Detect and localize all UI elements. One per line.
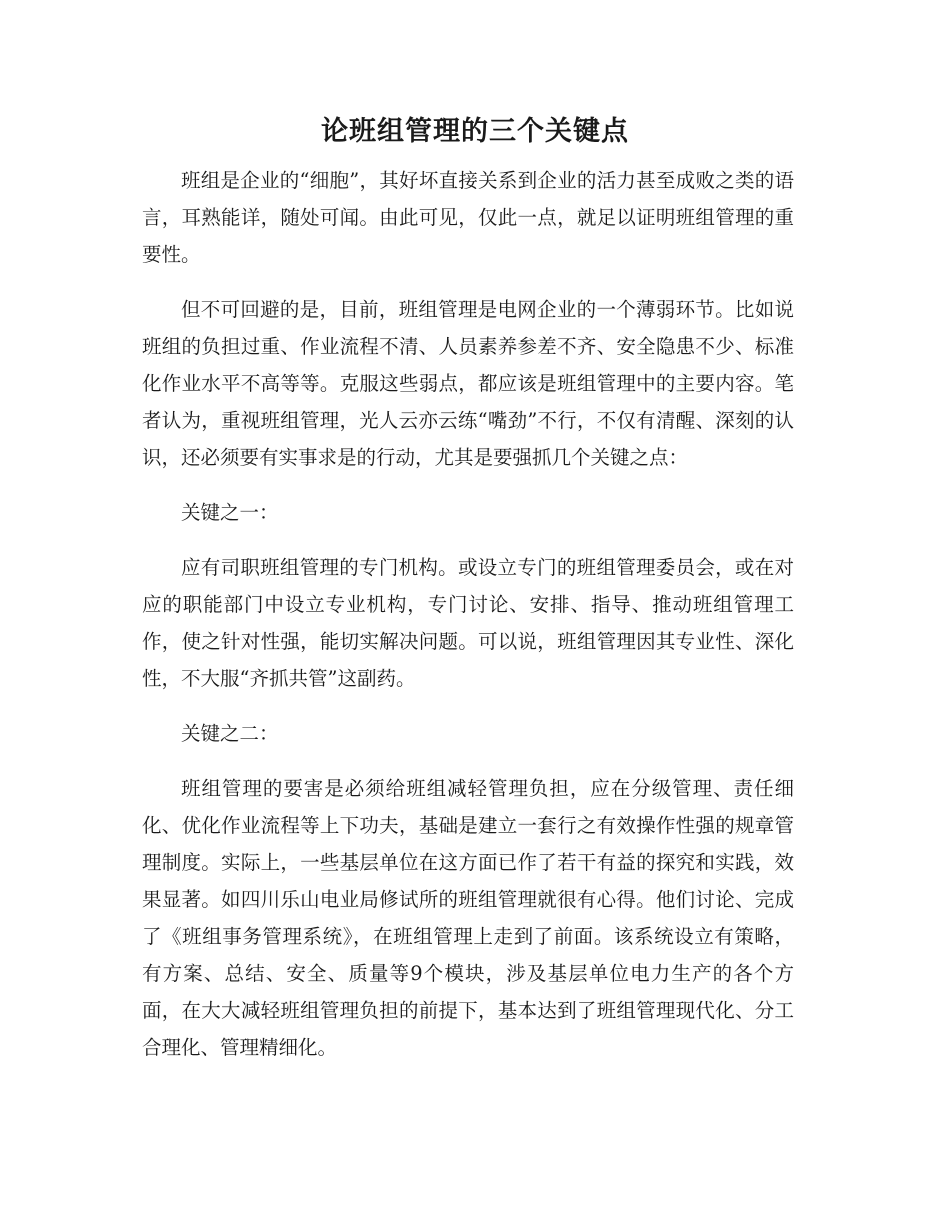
paragraph-intro: 班组是企业的“细胞”，其好坏直接关系到企业的活力甚至成败之类的语言，耳熟能详，随处可闻。由此可见，仅此一点，就足以证明班组管理的重要性。 [142,169,794,266]
paragraph-key-one: 应有司职班组管理的专门机构。或设立专门的班组管理委员会，或在对应的职能部门中设立专业机构，专门讨论、安排、指导、推动班组管理工作，使之针对性强，能切实解决问题。可以说，班组管理因其专业性、深化性，不大服“齐抓共管”这副药。 [142,556,794,690]
paragraph-weaknesses: 但不可回避的是，目前，班组管理是电网企业的一个薄弱环节。比如说班组的负担过重、作业流程不清、人员素养参差不齐、安全隐患不少、标准化作业水平不高等等。克服这些弱点，都应该是班组管理中的主要内容。笔者认为，重视班组管理，光人云亦云练“嘴劲”不行，不仅有清醒、深刻的认识，还必须要有实事求是的行动，尤其是要强抓几个关键之点： [142,298,794,469]
document-title: 论班组管理的三个关键点 [321,116,629,147]
document-body [142,162,794,1084]
paragraph-key-two: 班组管理的要害是必须给班组减轻管理负担，应在分级管理、责任细化、优化作业流程等上下功夫，基础是建立一套行之有效操作性强的规章管理制度。实际上，一些基层单位在这方面已作了若干有益的探究和实践，效果显著。如四川乐山电业局修试所的班组管理就很有心得。他们讨论、完成了《班组事务管理系统》，在班组管理上走到了前面。该系统设立有策略，有方案、总结、安全、质量等9个模块，涉及基层单位电力生产的各个方面，在大大减轻班组管理负担的前提下，基本达到了班组管理现代化、分工合理化、管理精细化。 [142,777,794,1059]
section-heading-key-one: 关键之一： [181,501,279,524]
section-heading-key-two: 关键之二： [181,722,279,745]
